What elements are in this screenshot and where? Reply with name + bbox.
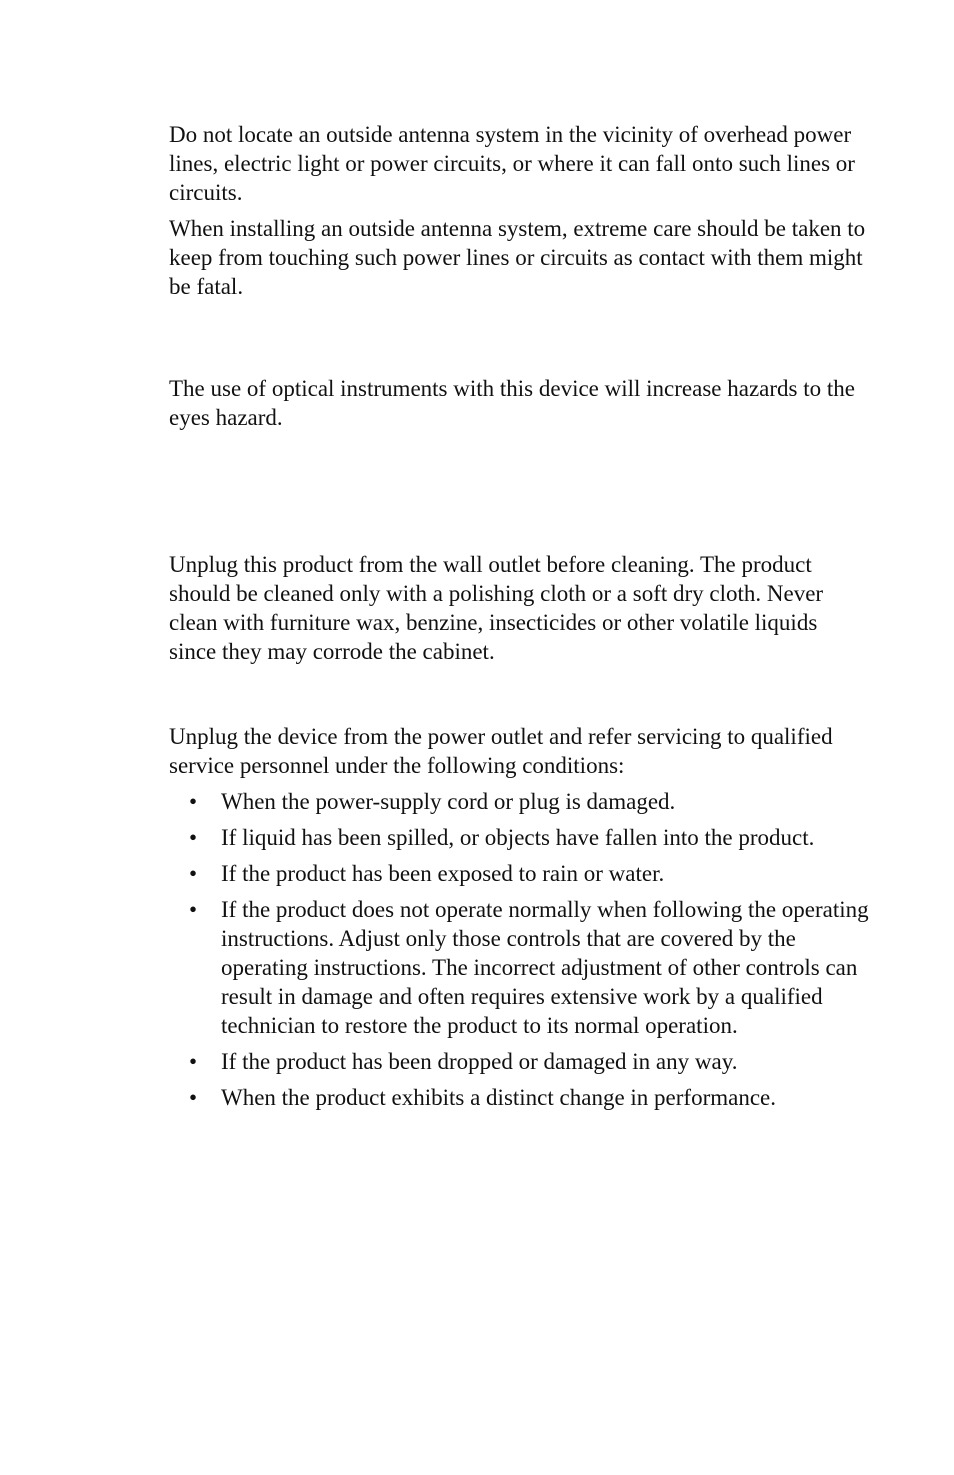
servicing-conditions-list — [169, 787, 869, 1112]
antenna-install-paragraph: When installing an outside antenna system, extreme care should be taken to keep from touching such power lines or circuits as contact with them might be fatal. — [169, 216, 866, 299]
list-item — [169, 1083, 869, 1112]
bullet-icon: • — [189, 1049, 198, 1074]
list-item-text: When the product exhibits a distinct change in performance. — [221, 1085, 776, 1110]
list-item — [169, 1047, 869, 1076]
list-item-text: If the product has been dropped or damaged in any way. — [221, 1049, 738, 1074]
list-item — [169, 823, 869, 852]
list-item-text: When the power-supply cord or plug is damaged. — [221, 789, 676, 814]
list-item-text: If liquid has been spilled, or objects have fallen into the product. — [221, 825, 815, 850]
antenna-location-paragraph: Do not locate an outside antenna system in the vicinity of overhead power lines, electric light or power circuits, or where it can fall onto such lines or circuits. — [169, 122, 855, 205]
list-item — [169, 859, 869, 888]
bullet-icon: • — [189, 897, 198, 922]
servicing-intro-paragraph: Unplug the device from the power outlet and refer servicing to qualified service personnel under the following conditions: — [169, 724, 833, 778]
bullet-icon: • — [189, 1085, 198, 1110]
bullet-icon: • — [189, 789, 198, 814]
list-item — [169, 787, 869, 816]
list-item-text: If the product has been exposed to rain or water. — [221, 861, 665, 886]
optical-instruments-paragraph: The use of optical instruments with this device will increase hazards to the eyes hazard. — [169, 376, 855, 430]
cleaning-paragraph: Unplug this product from the wall outlet before cleaning. The product should be cleaned only with a polishing cloth or a soft dry cloth. Never clean with furniture wax, benzine, insecticides or other volatile liquids since they may corrode the cabinet. — [169, 552, 824, 664]
document-page — [169, 120, 869, 1119]
bullet-icon: • — [189, 825, 198, 850]
list-item — [169, 895, 869, 1040]
list-item-text: If the product does not operate normally when following the operating instructions. Adjust only those controls that are covered by the operating instructions. The incorrect adjustment of other controls can result in damage and often requires extensive work by a qualified technician to restore the product to its normal operation. — [221, 897, 869, 1038]
bullet-icon: • — [189, 861, 198, 886]
